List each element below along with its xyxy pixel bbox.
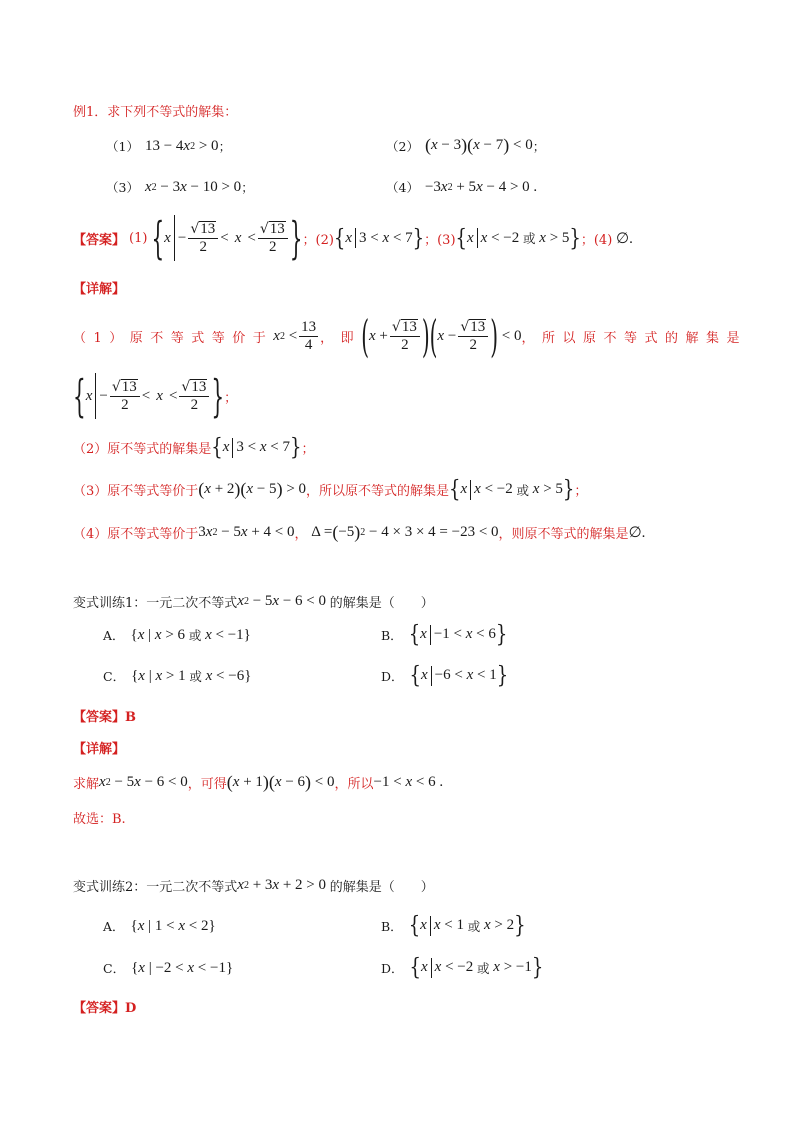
exercise-1-answer: 【答案】B: [73, 710, 136, 725]
solution-3: （3）原不等式等价于 ( x + 2 )( x − 5 ) > 0 ，所以原不等式的解集是 { x x < −2 或 x > 5 } ；: [73, 475, 588, 504]
problem-3: （3） x 2 − 3 x − 10 > 0 ；: [106, 178, 254, 195]
exercise-1-option-a[interactable]: A． { x | x > 6 或 x < −1}: [103, 626, 251, 643]
exercise-1-option-c[interactable]: C． { x | x > 1 或 x < −6}: [103, 667, 252, 684]
problem-4: （4） −3 x 2 + 5 x − 4 > 0 .: [386, 178, 538, 195]
problem-1: （1） 13 − 4 x 2 > 0 ；: [106, 137, 232, 154]
exercise-1-solution: 求解 x 2 − 5 x − 6 < 0 ，可得 ( x + 1 )( x − 6 ) < 0 ，所以 −1 < x < 6 .: [73, 772, 444, 792]
exercise-1-conclusion: 故选：B.: [73, 812, 126, 827]
exercise-1-title: 变式训练1：一元二次不等式 x 2 − 5 x − 6 < 0 的解集是（ ）: [73, 593, 434, 611]
exercise-2-option-b[interactable]: B． { x x < 1 或 x > 2 }: [381, 911, 526, 940]
exercise-2-title: 变式训练2：一元二次不等式 x 2 + 3 x + 2 > 0 的解集是（ ）: [73, 877, 434, 895]
example-answer: 【答案】 (1) { x − √ 13 2 < x < √ 13 2 } ；(2) { x 3 < x < 7 } ；(3) { x x < −2 或 x > 5 } ；(4) ∅.: [73, 211, 633, 265]
solution-2: （2）原不等式的解集是 { x 3 < x < 7 } ；: [73, 433, 315, 462]
example-title: 例1．求下列不等式的解集：: [73, 105, 238, 120]
exercise-1-detail-tag: 【详解】: [73, 742, 126, 757]
solution-1-set: { x − √ 13 2 < x < √ 13 2 } ；: [73, 369, 238, 423]
example-detail-tag: 【详解】: [73, 282, 126, 297]
solution-1: （1）原不等式等价于 x 2 < $\frac{13}{4}$ ，即 ( x + √ 13 2 )( x − √ 13 2 ) < 0 ，所以原不等式的解集是: [73, 309, 748, 363]
solution-4: （4）原不等式等价于 3 x 2 − 5 x + 4 < 0 ， Δ = ( −5 ) 2 − 4 × 3 × 4 = −23 < 0 ，则原不等式的解集是 ∅.: [73, 522, 646, 542]
exercise-2-option-a[interactable]: A． { x | 1 < x < 2}: [103, 917, 216, 934]
exercise-2-option-d[interactable]: D． { x x < −2 或 x > −1 }: [381, 953, 544, 982]
exercise-2-option-c[interactable]: C． { x | −2 < x < −1}: [103, 959, 234, 976]
exercise-2-answer: 【答案】D: [73, 1001, 137, 1016]
exercise-1-option-d[interactable]: D． { x −6 < x < 1 }: [381, 661, 509, 690]
problem-2: （2） ( x − 3 )( x − 7 ) < 0 ；: [386, 135, 546, 155]
exercise-1-option-b[interactable]: B． { x −1 < x < 6 }: [381, 620, 508, 649]
